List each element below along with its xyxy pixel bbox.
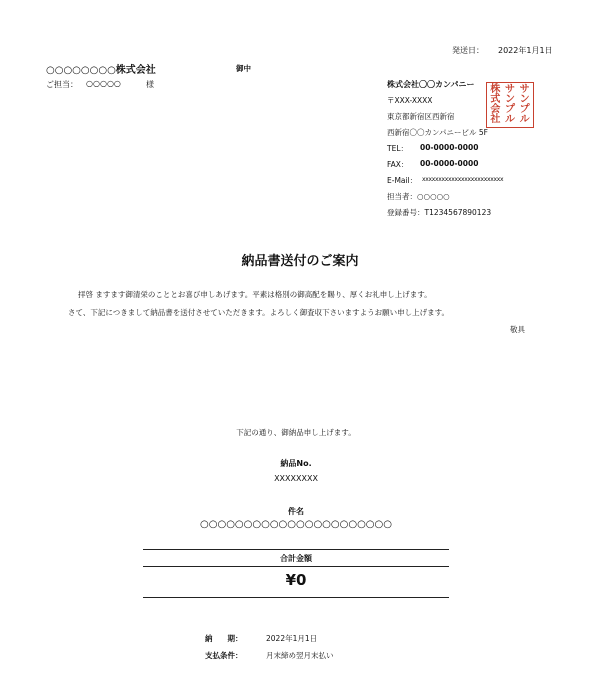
company-seal-stamp (486, 82, 534, 128)
total-middle-divider (143, 566, 449, 567)
seal-column: 株 式 会 社 (490, 84, 501, 125)
sender-address-line1: 東京都新宿区西新宿 (387, 112, 455, 121)
subject-value: ○○○○○○○○○○○○○○○○○○○○○○ (200, 519, 392, 530)
send-date-label: 発送日： (452, 46, 484, 55)
total-bottom-divider (143, 597, 449, 598)
sender-fax: 00-0000-0000 (420, 159, 479, 168)
subject-label: 件名 (288, 507, 304, 516)
recipient-company: ○○○○○○○○株式会社 (46, 65, 156, 76)
seal-column: サ ン プ ル (519, 84, 530, 125)
total-amount-label: 合計金額 (280, 554, 312, 563)
total-top-divider (143, 549, 449, 550)
sender-company: 株式会社〇〇カンパニー (387, 80, 475, 89)
payment-terms-label: 支払条件： (205, 651, 243, 660)
sender-postal-code: 〒XXX-XXXX (387, 96, 433, 105)
sender-fax-label: FAX： (387, 160, 409, 169)
sender-person-in-charge: 担当者：○○○○○ (387, 192, 450, 201)
contact-name: ○○○○○ (86, 79, 121, 88)
sender-tel: 00-0000-0000 (420, 143, 479, 152)
sender-address-line2: 西新宿〇〇カンパニービル 5F (387, 128, 488, 137)
closing-phrase: 敬具 (510, 325, 525, 334)
seal-column: サ ン プ ル (504, 84, 515, 125)
recipient-honorific: 御中 (236, 64, 251, 73)
greeting-line-1: 拝啓 ますます御清栄のこととお喜び申しあげます。平素は格別の御高配を賜り、厚くお礼申し上げます。 (78, 290, 432, 299)
payment-terms: 月末締め翌月末払い (266, 651, 334, 660)
sender-tel-label: TEL： (387, 144, 408, 153)
send-date: 2022年1月1日 (498, 46, 553, 55)
greeting-line-2: さて、下記につきまして納品書を送付させていただきます。よろしく御査収下さいますようお願い申し上げます。 (68, 308, 449, 317)
letter-title: 納品書送付のご案内 (241, 254, 359, 269)
contact-label: ご担当： (46, 80, 78, 89)
contact-honorific: 様 (146, 80, 154, 89)
delivery-date: 2022年1月1日 (266, 634, 318, 643)
delivery-number: XXXXXXXX (274, 474, 318, 483)
delivery-date-label: 納 期： (205, 634, 243, 643)
details-intro: 下記の通り、御納品申し上げます。 (236, 428, 356, 437)
sender-email: xxxxxxxxxxxxxxxxxxxxxxxxx (422, 176, 504, 183)
total-amount: ¥0 (285, 571, 307, 589)
delivery-number-label: 納品No. (280, 459, 312, 468)
sender-email-label: E-Mail： (387, 176, 418, 185)
sender-registration-number: 登録番号：T1234567890123 (387, 208, 492, 217)
